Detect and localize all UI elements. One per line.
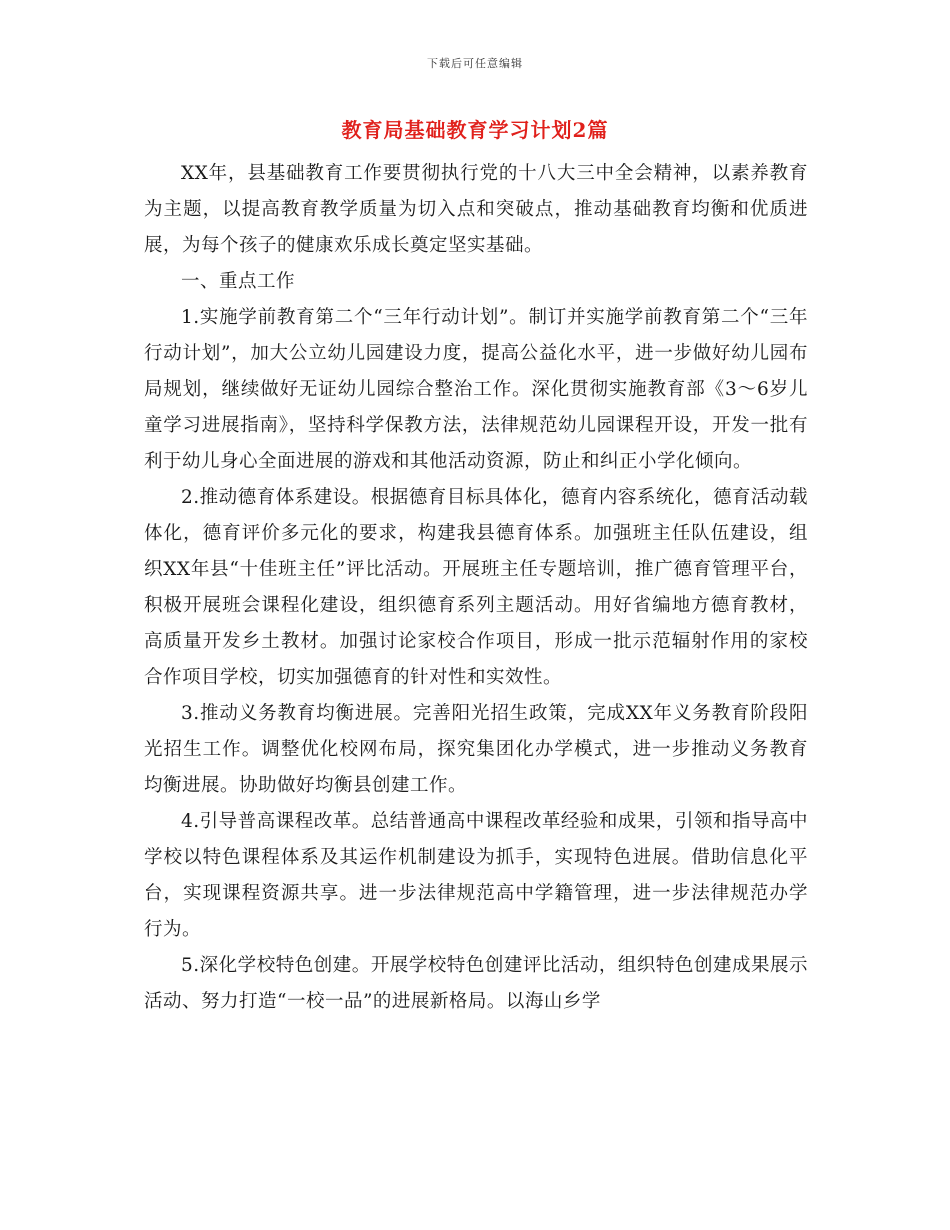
document-body	[144, 156, 808, 1020]
section-heading-key-work: 一、重点工作	[181, 271, 296, 292]
paragraph-item-2: 2.推动德育体系建设。根据德育目标具体化，德育内容系统化，德育活动载体化，德育评价多元化的要求，构建我县德育体系。加强班主任队伍建设，组织XX年县“十佳班主任”评比活动。开展班主任专题培训，推广德育管理平台，积极开展班会课程化建设，组织德育系列主题活动。用好省编地方德育教材，高质量开发乡土教材。加强讨论家校合作项目，形成一批示范辐射作用的家校合作项目学校，切实加强德育的针对性和实效性。	[144, 487, 808, 688]
paragraph-item-4: 4.引导普高课程改革。总结普通高中课程改革经验和成果，引领和指导高中学校以特色课程体系及其运作机制建设为抓手，实现特色进展。借助信息化平台，实现课程资源共享。进一步法律规范高中学籍管理，进一步法律规范办学行为。	[144, 811, 808, 940]
paragraph-intro: XX年，县基础教育工作要贯彻执行党的十八大三中全会精神，以素养教育为主题，以提高教育教学质量为切入点和突破点，推动基础教育均衡和优质进展，为每个孩子的健康欢乐成长奠定坚实基础。	[144, 163, 808, 256]
document-title: 教育局基础教育学习计划2篇	[341, 118, 609, 142]
paragraph-item-5: 5.深化学校特色创建。开展学校特色创建评比活动，组织特色创建成果展示活动、努力打造“一校一品”的进展新格局。以海山乡学	[144, 955, 808, 1012]
paragraph-item-1: 1.实施学前教育第二个“三年行动计划”。制订并实施学前教育第二个“三年行动计划”，加大公立幼儿园建设力度，提高公益化水平，进一步做好幼儿园布局规划，继续做好无证幼儿园综合整治工作。深化贯彻实施教育部《3～6岁儿童学习进展指南》，坚持科学保教方法，法律规范幼儿园课程开设，开发一批有利于幼儿身心全面进展的游戏和其他活动资源，防止和纠正小学化倾向。	[144, 307, 808, 472]
paragraph-item-3: 3.推动义务教育均衡进展。完善阳光招生政策，完成XX年义务教育阶段阳光招生工作。调整优化校网布局，探究集团化办学模式，进一步推动义务教育均衡进展。协助做好均衡县创建工作。	[144, 703, 808, 796]
header-note: 下载后可任意编辑	[427, 57, 523, 70]
